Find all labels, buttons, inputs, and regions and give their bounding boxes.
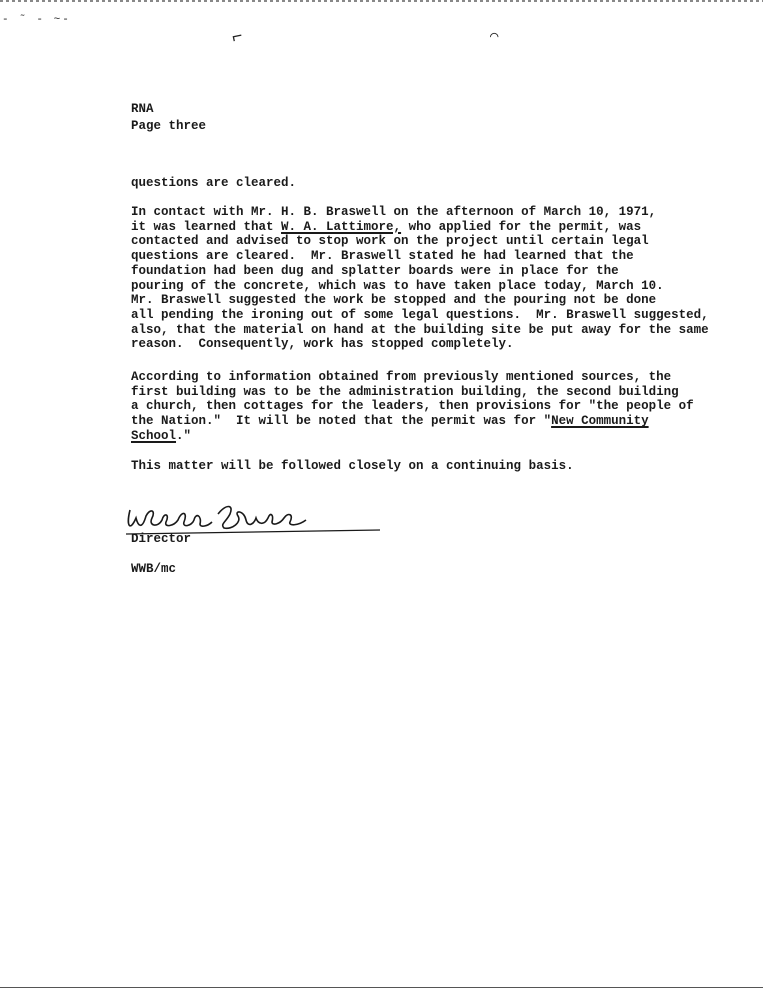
scan-edge-bottom: [0, 987, 763, 988]
scan-artifact-mark: ⌒: [490, 29, 499, 45]
paragraph-braswell-contact: [131, 205, 709, 352]
paragraph-building-plans: [131, 370, 694, 444]
letter-header: [131, 101, 206, 135]
scan-edge-top: [0, 0, 763, 2]
scan-artifact-mark: ‑ ˜ ‑ ~‑: [2, 14, 71, 26]
signatory-title: Director: [131, 532, 192, 546]
paragraph-text: In contact with Mr. H. B. Braswell on the afternoon of March 10, 1971, it was learned that: [131, 205, 657, 234]
paragraph-text: According to information obtained from previously mentioned sources, the first building was to be the administration building, the second building a church, then cottages for the leaders, then provisions for "the people of the Nation." It will be noted that the permit was for ": [131, 370, 694, 429]
underlined-name: W. A. Lattimore,: [281, 219, 402, 234]
paragraph-text: who applied for the permit, was contacted and advised to stop work on the project until certain legal questions are cleared. Mr. Braswell stated he had learned that the foundation had been dug and splatter boards were in place for the pouring of the concrete, which was to have taken place today, March 10. Mr. Braswell suggested the work be stopped and the pouring not be done all pending the ironing out of some legal questions. Mr. Braswell suggested, also, that the material on hand at the building site be put away for the same reason. Consequently, work has stopped completely.: [131, 219, 709, 352]
scan-artifact-mark: ⌐: [230, 27, 245, 49]
typist-initials: WWB/mc: [131, 562, 177, 576]
page-number-label: Page three: [131, 119, 207, 133]
paragraph-text: .": [176, 428, 192, 443]
paragraph-continuation: questions are cleared.: [131, 176, 297, 190]
paragraph-closing: This matter will be followed closely on a continuing basis.: [131, 459, 574, 473]
underlined-school-name: New Community School: [131, 414, 649, 443]
reference-code: RNA: [131, 102, 154, 116]
